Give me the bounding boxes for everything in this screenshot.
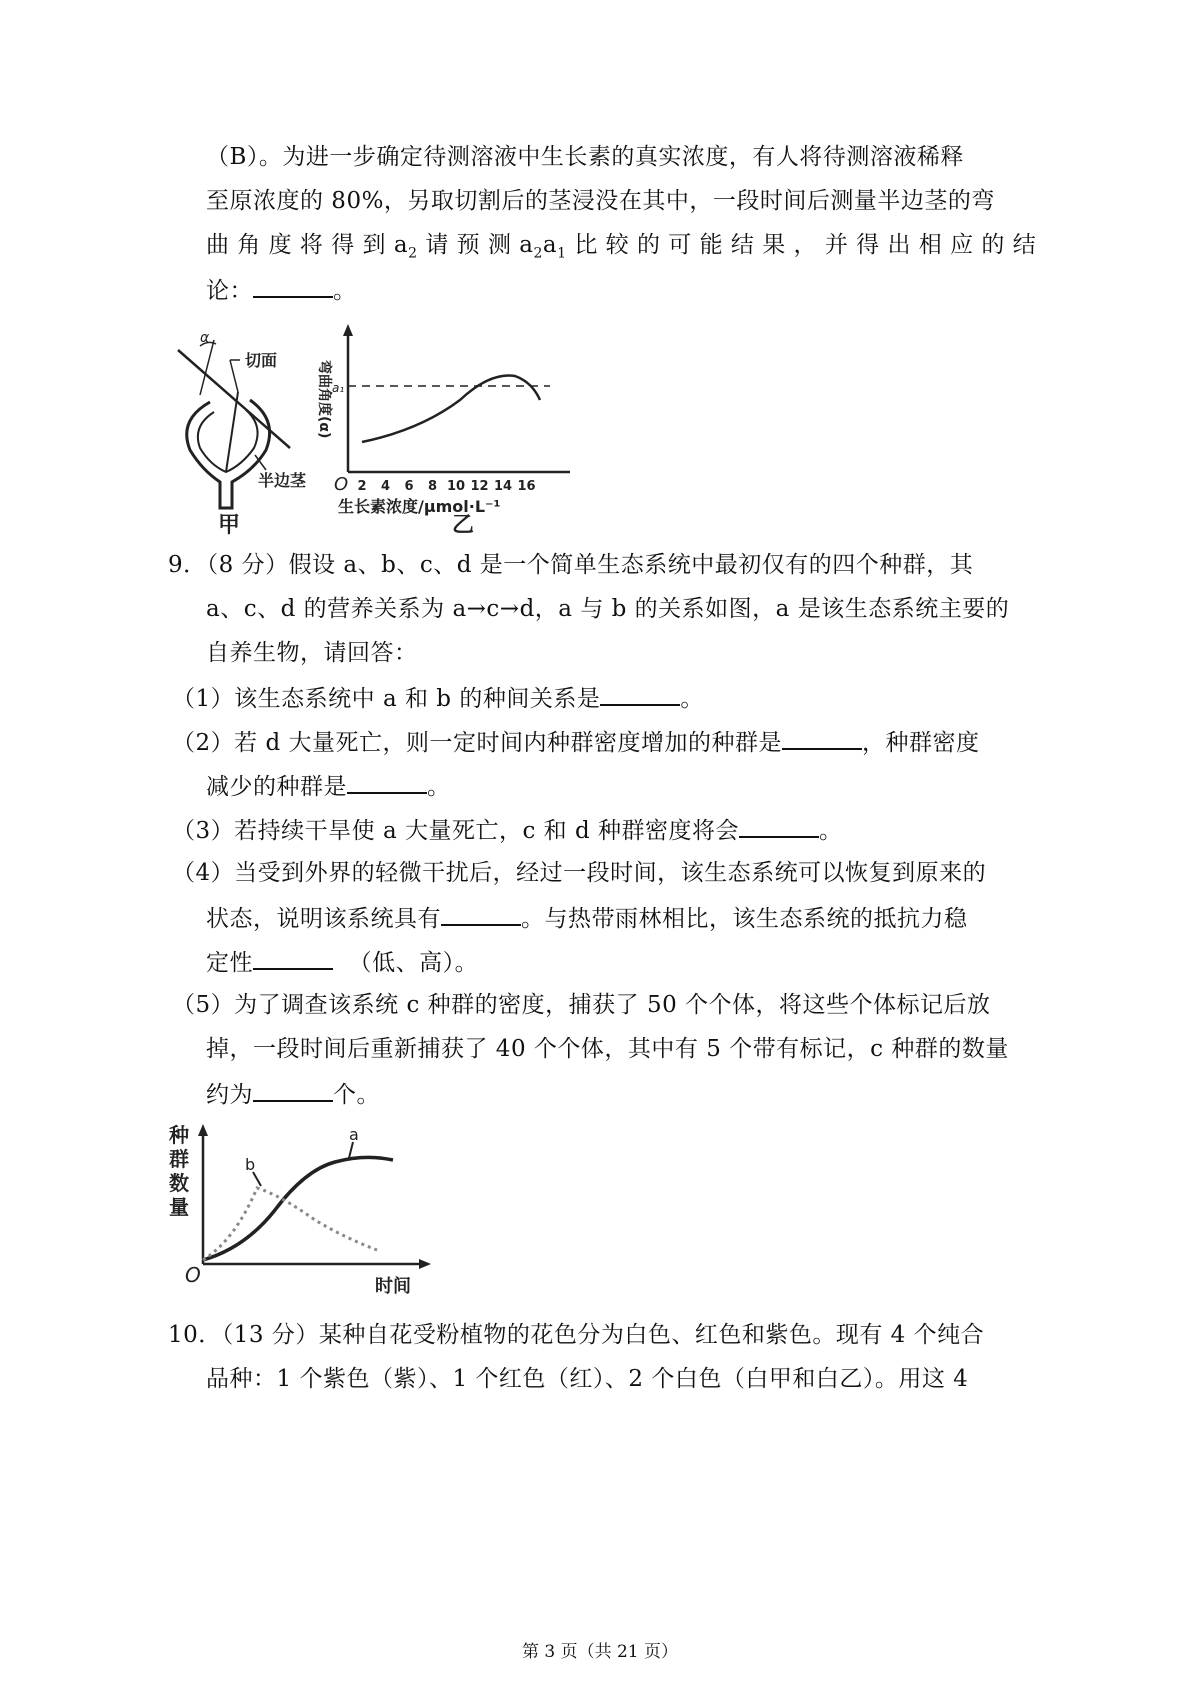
q9-part-4-text: 定性 <box>206 950 253 976</box>
q8-line-2: 至原浓度的 80%，另取切割后的茎浸没在其中，一段时间后测量半边茎的弯 <box>206 188 995 214</box>
curve-chart <box>343 324 570 472</box>
curve-b-label: b <box>245 1155 256 1174</box>
q8-line-3-part: a <box>542 232 558 258</box>
x-tick-label: 16 <box>517 479 536 494</box>
figure-yi-caption: 乙 <box>452 513 475 538</box>
answer-blank[interactable] <box>253 946 333 970</box>
answer-blank[interactable] <box>739 814 819 838</box>
q9-part-2-end: 。 <box>427 774 451 800</box>
x-axis-label: 生长素浓度/μmol·L⁻¹ <box>338 497 501 516</box>
subscript: 2 <box>533 245 543 262</box>
half-stem-label: 半边茎 <box>258 471 307 490</box>
subscript: 2 <box>408 245 418 262</box>
x-tick-label: 10 <box>446 479 466 494</box>
q9-part-5-cont: 掉，一段时间后重新捕获了 40 个个体，其中有 5 个带有标记，c 种群的数量 <box>206 1036 1009 1062</box>
label-a-pointer <box>349 1142 353 1158</box>
label-b-pointer <box>253 1172 261 1186</box>
q9-part-5: （5）为了调查该系统 c 种群的密度，捕获了 50 个个体，将这些个体标记后放 <box>172 992 991 1018</box>
q8-line-1: （B）。为进一步确定待测溶液中生长素的真实浓度，有人将待测溶液稀释 <box>206 144 964 170</box>
angle-line <box>200 340 214 395</box>
answer-blank[interactable] <box>600 682 680 706</box>
answer-blank[interactable] <box>253 1078 333 1102</box>
alpha-label: α <box>200 330 210 346</box>
x-axis-label: 时间 <box>375 1276 411 1297</box>
q10-line-2: 品种：1 个紫色（紫）、1 个红色（红）、2 个白色（白甲和白乙）。用这 4 <box>206 1366 969 1392</box>
q9-part-4-end <box>206 946 478 978</box>
q9-part-2-text: （2）若 d 大量死亡，则一定时间内种群密度增加的种群是 <box>172 730 782 756</box>
answer-blank[interactable] <box>782 726 862 750</box>
x-tick-label: 8 <box>427 479 438 494</box>
a1-label: a₁ <box>332 381 345 395</box>
q9-part-1 <box>172 682 704 714</box>
q9-part-2-text: ，种群密度 <box>861 730 980 756</box>
q8-line-4-part: 论： <box>206 278 253 304</box>
y-axis-label <box>168 1123 189 1219</box>
origin-label: O <box>185 1263 201 1287</box>
figure-jia-caption: 甲 <box>218 513 241 538</box>
q9-part-4-text: 状态，说明该系统具有 <box>206 906 441 932</box>
figure-1 <box>170 320 590 540</box>
q8-line-4-part: 。 <box>333 278 357 304</box>
q8-line-3 <box>206 230 1036 269</box>
subscript: 1 <box>557 245 567 262</box>
y-axis-label-char: 种 <box>169 1123 189 1147</box>
y-axis-label-char: 量 <box>169 1195 189 1219</box>
x-tick-label: 2 <box>357 479 367 494</box>
q9-part-3 <box>172 814 843 846</box>
answer-blank[interactable] <box>441 902 521 926</box>
y-axis-label-char: 数 <box>169 1171 189 1195</box>
y-axis-label: 弯曲角度(α) <box>316 360 332 439</box>
q9-part-3-text: （3）若持续干旱使 a 大量死亡，c 和 d 种群密度将会 <box>172 818 740 844</box>
q9-part-5-text: 约为 <box>206 1082 253 1108</box>
q9-part-1-end: 。 <box>680 686 704 712</box>
x-tick-label: 12 <box>470 479 489 494</box>
page-footer: 第 3 页（共 21 页） <box>521 1642 679 1662</box>
q9-part-4-text: （低、高）。 <box>348 950 479 976</box>
y-axis-label-char: 群 <box>169 1147 189 1171</box>
q8-line-3-part: 比 较 的 可 能 结 果 ， 并 得 出 相 应 的 结 <box>574 232 1037 258</box>
q8-line-3-part: 曲 角 度 将 得 到 a <box>206 232 409 258</box>
answer-blank[interactable] <box>347 770 427 794</box>
q9-part-4-cont <box>206 902 968 934</box>
q9-part-5-text: 个。 <box>333 1082 380 1108</box>
q9-part-4: （4）当受到外界的轻微干扰后，经过一段时间，该生态系统可以恢复到原来的 <box>172 860 987 886</box>
q9-line-3: 自养生物，请回答： <box>206 640 418 666</box>
q9-part-2 <box>172 726 979 758</box>
q9-part-4-text: 。与热带雨林相比，该生态系统的抵抗力稳 <box>521 906 968 932</box>
x-tick-label: 14 <box>493 479 513 494</box>
q9-part-2-cont <box>206 770 451 802</box>
q10-header: 10．（13 分）某种自花受粉植物的花色分为白色、红色和紫色。现有 4 个纯合 <box>168 1322 985 1348</box>
q9-line-2: a、c、d 的营养关系为 a→c→d，a 与 b 的关系如图，a 是该生态系统主要的 <box>206 596 1010 622</box>
x-tick-label: 6 <box>404 479 414 494</box>
cut-surface-label: 切面 <box>245 351 278 370</box>
q9-part-5-end <box>206 1078 380 1110</box>
q9-header: 9．（8 分）假设 a、b、c、d 是一个简单生态系统中最初仅有的四个种群，其 <box>168 552 974 578</box>
q8-line-4 <box>206 274 357 306</box>
q9-part-1-text: （1）该生态系统中 a 和 b 的种间关系是 <box>172 686 601 712</box>
q8-line-3-part: 请 预 测 a <box>425 232 534 258</box>
x-tick-label: 4 <box>380 479 391 494</box>
answer-blank[interactable] <box>253 274 333 298</box>
cut-pointer <box>230 360 238 392</box>
q9-part-2-text: 减少的种群是 <box>206 774 347 800</box>
x-tick-labels <box>357 479 535 494</box>
cut-surface <box>226 392 238 472</box>
curve-a <box>203 1157 393 1260</box>
q9-part-3-end: 。 <box>819 818 843 844</box>
curve-a-label: a <box>349 1125 359 1144</box>
origin-label: O <box>334 474 349 495</box>
figure-2 <box>165 1120 435 1300</box>
population-chart <box>198 1124 431 1269</box>
